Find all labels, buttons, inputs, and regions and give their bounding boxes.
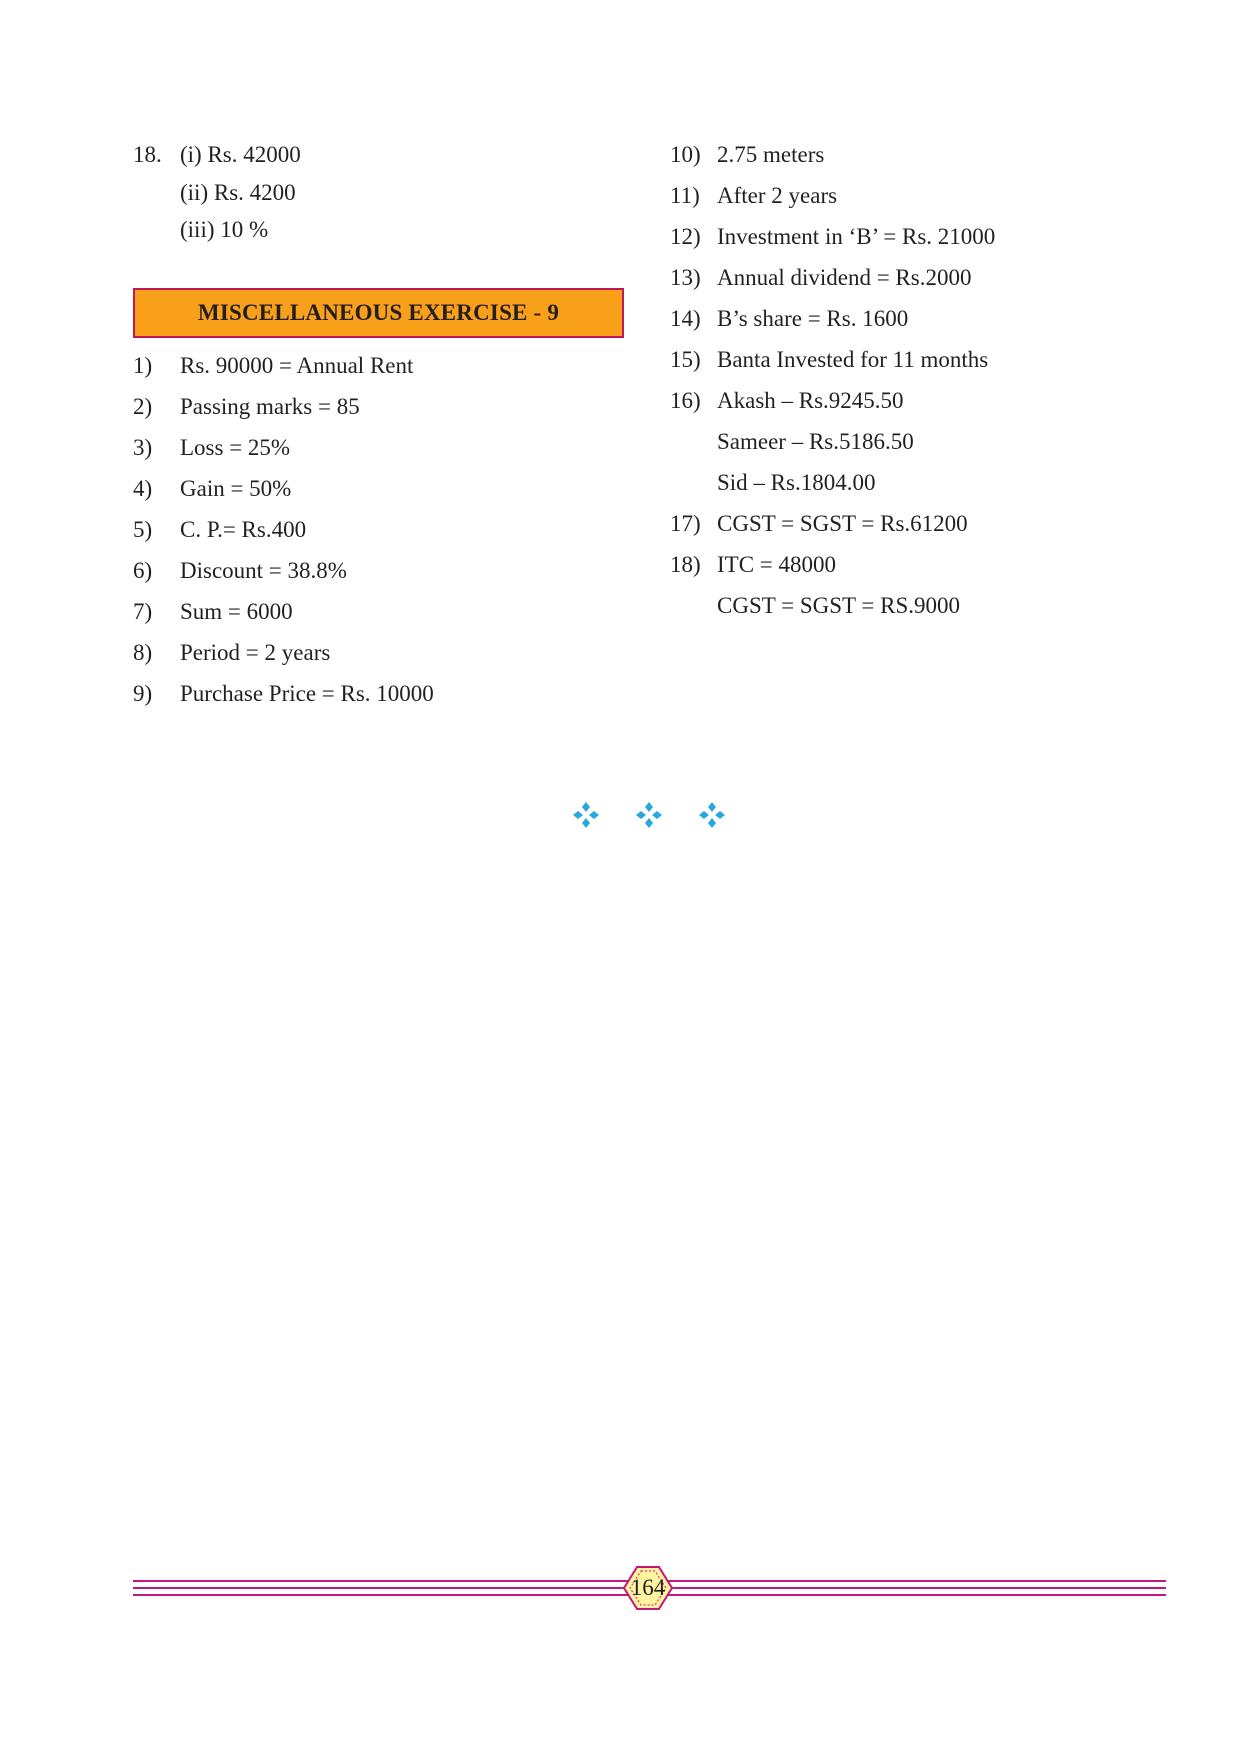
- answer-text: CGST = SGST = Rs.61200: [717, 511, 968, 536]
- answer-number: 18.: [133, 142, 162, 167]
- answer-number: 9): [133, 681, 153, 706]
- exercise-heading-box: [133, 288, 624, 338]
- answer-text: Gain = 50%: [180, 476, 292, 501]
- answer-number: 12): [670, 224, 701, 249]
- section-end-ornaments: [0, 800, 1241, 836]
- answer-text: After 2 years: [717, 183, 838, 208]
- answer-number: 11): [670, 183, 700, 208]
- answer-text: CGST = SGST = RS.9000: [717, 593, 961, 618]
- answer-text: Rs. 90000 = Annual Rent: [180, 353, 414, 378]
- exercise-heading: MISCELLANEOUS EXERCISE - 9: [197, 300, 560, 325]
- answer-text: Annual dividend = Rs.2000: [717, 265, 972, 290]
- answer-number: 16): [670, 388, 701, 413]
- answer-number: 13): [670, 265, 701, 290]
- page-number: 164: [630, 1575, 666, 1600]
- answer-number: 2): [133, 394, 153, 419]
- four-diamond-ornament-icon: [634, 800, 664, 830]
- answer-number: 17): [670, 511, 701, 536]
- four-diamond-ornament-icon: [697, 800, 727, 830]
- answer-text: (i) Rs. 42000: [180, 142, 301, 167]
- answer-number: 18): [670, 552, 701, 577]
- answer-text: ITC = 48000: [717, 552, 837, 577]
- answer-number: 8): [133, 640, 153, 665]
- answer-text: C. P.= Rs.400: [180, 517, 307, 542]
- answer-text: B’s share = Rs. 1600: [717, 306, 909, 331]
- answer-number: 10): [670, 142, 701, 167]
- answer-number: 5): [133, 517, 153, 542]
- answer-number: 3): [133, 435, 153, 460]
- page-number-badge: [621, 1564, 675, 1612]
- answer-text: Investment in ‘B’ = Rs. 21000: [717, 224, 996, 249]
- answer-number: 14): [670, 306, 701, 331]
- answer-18-part-ii: [180, 179, 296, 207]
- answer-text: Discount = 38.8%: [180, 558, 347, 583]
- answer-18-part-iii: [180, 216, 268, 244]
- answer-text: (ii) Rs. 4200: [180, 180, 296, 205]
- answer-text: Sid – Rs.1804.00: [717, 470, 876, 495]
- answer-text: Loss = 25%: [180, 435, 291, 460]
- answer-text: Sameer – Rs.5186.50: [717, 429, 914, 454]
- answer-number: 6): [133, 558, 153, 583]
- answer-text: Passing marks = 85: [180, 394, 360, 419]
- answer-text: (iii) 10 %: [180, 217, 269, 242]
- answer-number: 1): [133, 353, 153, 378]
- answer-number: 4): [133, 476, 153, 501]
- answer-text: Purchase Price = Rs. 10000: [180, 681, 434, 706]
- answer-text: Sum = 6000: [180, 599, 293, 624]
- answer-number: 15): [670, 347, 701, 372]
- answer-text: 2.75 meters: [717, 142, 825, 167]
- answer-text: Banta Invested for 11 months: [717, 347, 989, 372]
- answer-text: Period = 2 years: [180, 640, 331, 665]
- answer-text: Akash – Rs.9245.50: [717, 388, 904, 413]
- answer-number: 7): [133, 599, 153, 624]
- four-diamond-ornament-icon: [571, 800, 601, 830]
